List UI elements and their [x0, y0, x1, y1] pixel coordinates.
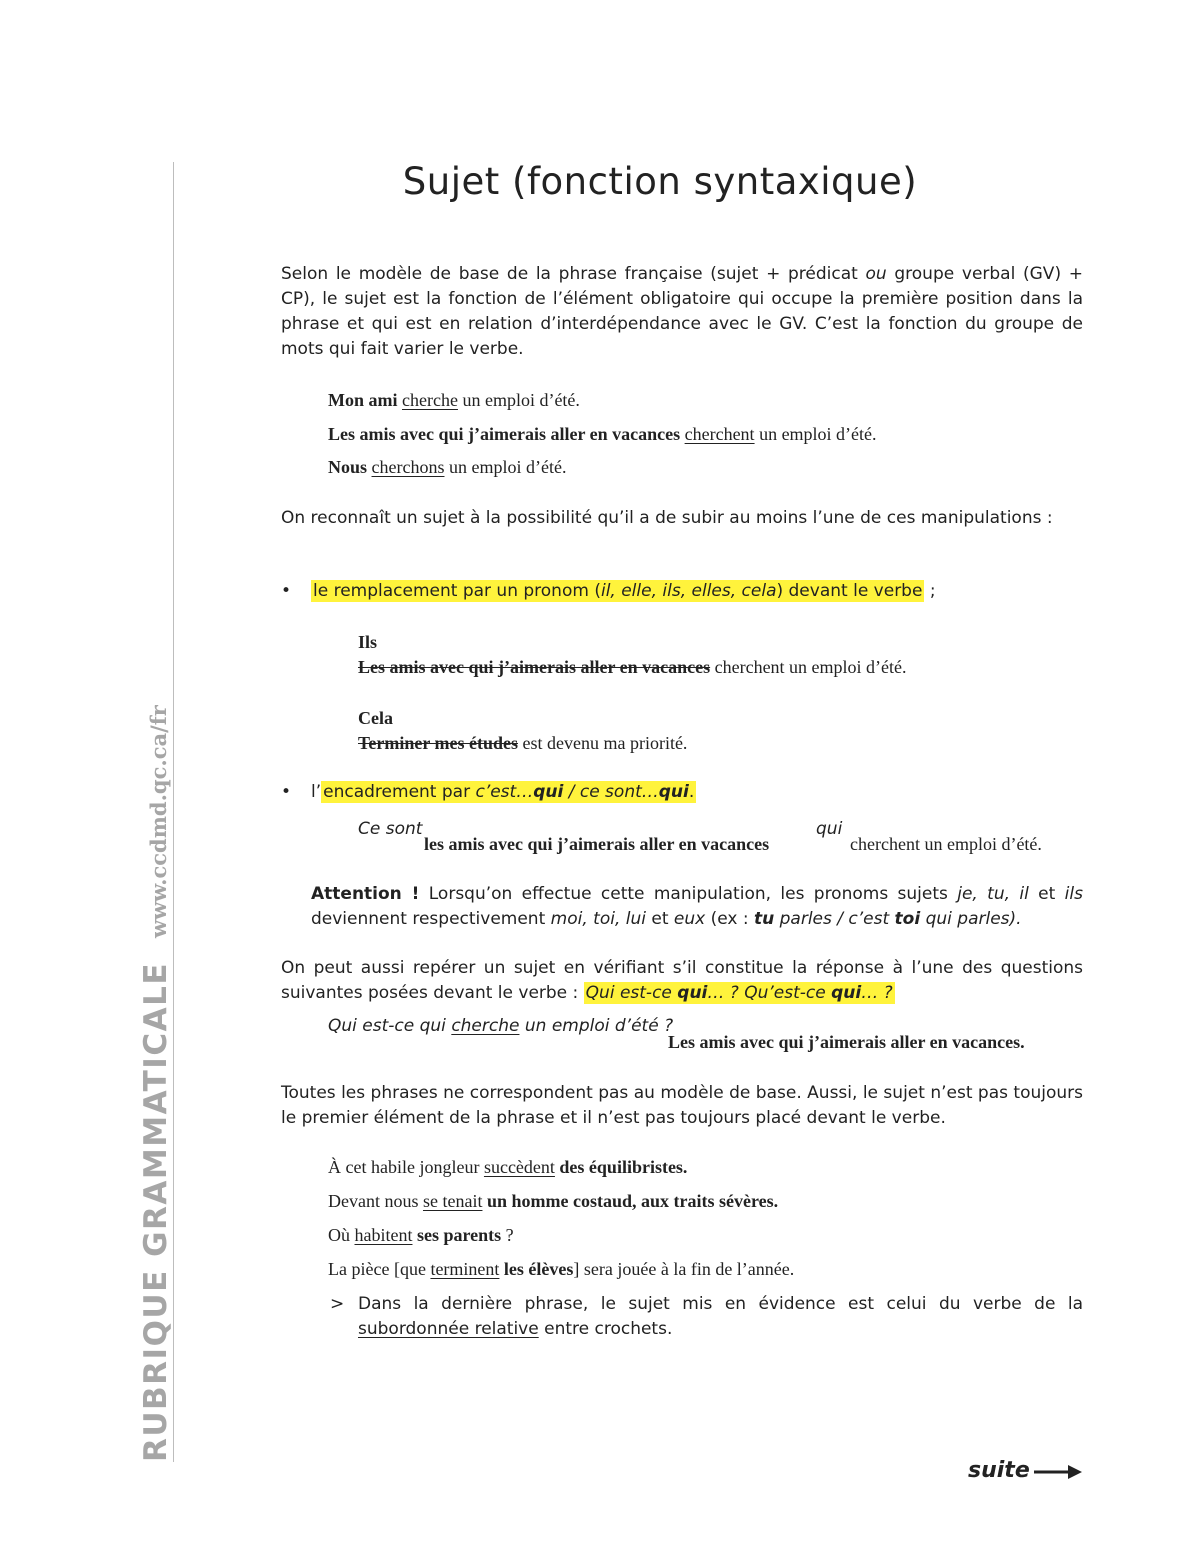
bullet-icon: •: [281, 581, 292, 601]
note-paragraph: Toutes les phrases ne correspondent pas au modèle de base. Aussi, le sujet n’est pas toujours le premier élément de la phrase et il n’est pas toujours placé devant le verbe.: [281, 1083, 1083, 1128]
example-line: Nous cherchons un emploi d’été.: [328, 457, 567, 477]
next-arrow-icon[interactable]: [1032, 1462, 1084, 1482]
question-example: Qui est-ce qui cherche un emploi d’été ? Les amis avec qui j’aimerais aller en vacances.: [328, 1016, 1025, 1052]
page-title: Sujet (fonction syntaxique): [402, 160, 918, 203]
site-url[interactable]: www.ccdmd.qc.ca/fr: [146, 705, 171, 938]
intro-paragraph: Selon le modèle de base de la phrase française (sujet + prédicat ou groupe verbal (GV) + CP), le sujet est la fonction de l’élément obligatoire qui occupe la première position dans la phrase et qui est en relation d’interdépendance avec le GV. C’est la fonction du groupe de mots qui fait varier le verbe.: [281, 264, 1083, 359]
pronoun-ils: Ils: [358, 632, 378, 652]
sidebar-label: [138, 705, 174, 1462]
rubrique-label: RUBRIQUE GRAMMATICALE: [138, 961, 174, 1462]
example-line: Où habitent ses parents ?: [328, 1225, 514, 1245]
suite-label[interactable]: suite: [968, 1458, 1030, 1483]
final-note: > Dans la dernière phrase, le sujet mis en évidence est celui du verbe de la subordonnée relative entre crochets.: [330, 1294, 1083, 1339]
subordonnee-link[interactable]: subordonnée relative: [358, 1319, 539, 1339]
example-line: Les amis avec qui j’aimerais aller en vacances cherchent un emploi d’été.: [328, 424, 877, 444]
arrow-marker-icon: >: [330, 1294, 345, 1314]
encadrement-example: Ce sont les amis avec qui j’aimerais aller en vacances qui cherchent un emploi d’été.: [358, 819, 1042, 854]
example-line: La pièce [que terminent les élèves] sera jouée à la fin de l’année.: [328, 1259, 795, 1279]
example-line: Devant nous se tenait un homme costaud, aux traits sévères.: [328, 1191, 779, 1211]
example-line: Mon ami cherche un emploi d’été.: [328, 390, 580, 410]
manipulation-intro: On reconnaît un sujet à la possibilité qu’il a de subir au moins l’une de ces manipulations :: [281, 508, 1053, 528]
example-line: Les amis avec qui j’aimerais aller en vacances cherchent un emploi d’été.: [358, 657, 907, 677]
questions-paragraph: On peut aussi repérer un sujet en vérifiant s’il constitue la réponse à l’une des questions suivantes posées devant le verbe : Qui est-ce qui… ? Qu’est-ce qui… ?: [281, 958, 1083, 1003]
bullet-replacement: • le remplacement par un pronom (il, elle, ils, elles, cela) devant le verbe ;: [311, 579, 1091, 604]
bullet-icon: •: [281, 782, 292, 802]
example-line: À cet habile jongleur succèdent des équilibristes.: [328, 1157, 688, 1177]
pronoun-cela: Cela: [358, 708, 393, 728]
example-line: Terminer mes études est devenu ma priorité.: [358, 733, 688, 753]
bullet-encadrement: • l’ encadrement par c’est…qui / ce sont…qui.: [311, 780, 1091, 805]
attention-note: Attention ! Lorsqu’on effectue cette manipulation, les pronoms sujets je, tu, il et ils deviennent respectivement moi, toi, lui et eux (ex : tu parles / c’est toi qui parles).: [311, 884, 1083, 929]
